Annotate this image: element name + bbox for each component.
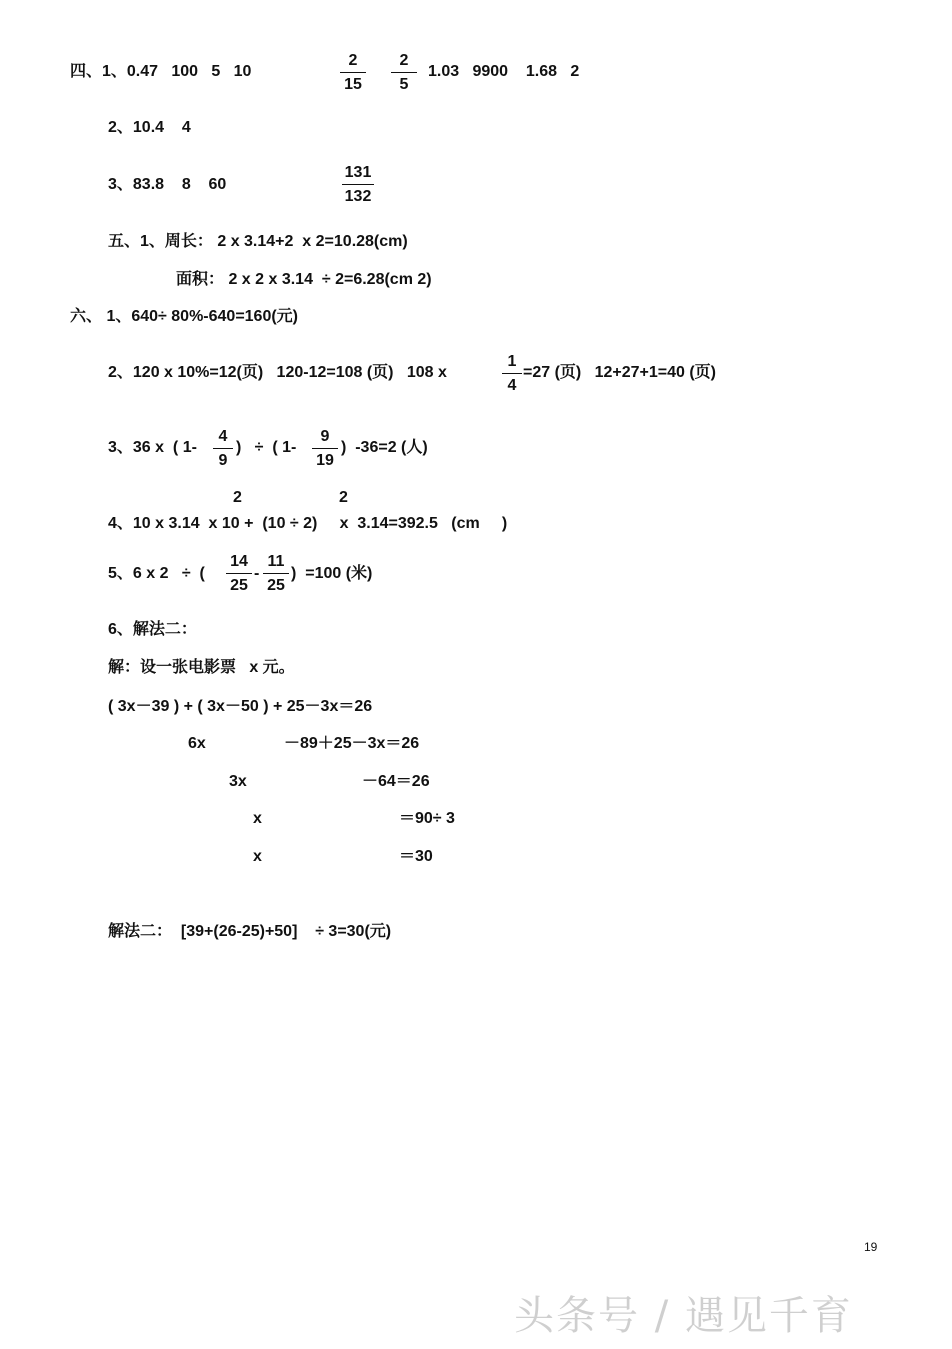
sec6-line5-tail: ) =100 (米) bbox=[291, 565, 373, 582]
sec4-line3: 3、83.8 8 60 bbox=[108, 176, 227, 193]
equation-line: －64＝26 bbox=[362, 773, 430, 790]
fraction: 131 132 bbox=[340, 164, 376, 208]
equation-term: 6x bbox=[188, 735, 206, 752]
equation-term: x bbox=[253, 810, 262, 827]
sec6-line3-tail: ) -36=2 (人) bbox=[341, 439, 428, 456]
equation-line: ＝90÷ 3 bbox=[399, 810, 455, 827]
superscript: 2 bbox=[339, 489, 348, 506]
sec6-line5: 5、6 x 2 ÷ ( bbox=[108, 565, 205, 582]
sec6-line1: 六、 1、640÷ 80%-640=160(元) bbox=[70, 308, 299, 325]
equation-line: ＝30 bbox=[399, 848, 433, 865]
sec6-line7: 解：设一张电影票 x 元。 bbox=[108, 659, 295, 676]
fraction: 14 25 bbox=[224, 553, 254, 597]
sec6-line4: 4、10 x 3.14 x 10 + (10 ÷ 2) x 3.14=392.5 (cm ) bbox=[108, 515, 508, 532]
page-number: 19 bbox=[864, 1240, 878, 1254]
fraction: 2 15 bbox=[338, 52, 368, 96]
sec6-line2: 2、120 x 10%=12(页) 120-12=108 (页) 108 x bbox=[108, 364, 447, 381]
sec6-line3-mid: ) ÷ ( 1- bbox=[236, 439, 297, 456]
sec6-line6: 6、解法二： bbox=[108, 621, 197, 638]
equation-line: ( 3x－39 ) + ( 3x－50 ) + 25－3x＝26 bbox=[108, 698, 373, 715]
sec5-line1: 五、1、周长： 2 x 3.14+2 x 2=10.28(cm) bbox=[108, 233, 408, 250]
watermark-text: 头条号 / 遇见千育 bbox=[514, 1293, 853, 1339]
sec6-line3: 3、36 x ( 1- bbox=[108, 439, 197, 456]
fraction: 11 25 bbox=[261, 553, 291, 597]
minus-sign: - bbox=[254, 565, 260, 582]
alternative-solution: 解法二： [39+(26-25)+50] ÷ 3=30(元) bbox=[108, 923, 392, 940]
equation-term: 3x bbox=[229, 773, 247, 790]
superscript: 2 bbox=[233, 489, 242, 506]
equation-term: x bbox=[253, 848, 262, 865]
fraction: 4 9 bbox=[211, 428, 235, 472]
sec5-line2: 面积： 2 x 2 x 3.14 ÷ 2=6.28(cm 2) bbox=[176, 271, 432, 288]
sec4-line1-tail: 1.03 9900 1.68 2 bbox=[428, 63, 580, 80]
fraction: 1 4 bbox=[500, 353, 524, 397]
fraction: 9 19 bbox=[310, 428, 340, 472]
sec4-line2: 2、10.4 4 bbox=[108, 119, 191, 136]
sec4-line1: 四、1、0.47 100 5 10 bbox=[70, 63, 252, 80]
equation-line: －89＋25－3x＝26 bbox=[284, 735, 420, 752]
fraction: 2 5 bbox=[389, 52, 419, 96]
sec6-line2-tail: =27 (页) 12+27+1=40 (页) bbox=[523, 364, 717, 381]
